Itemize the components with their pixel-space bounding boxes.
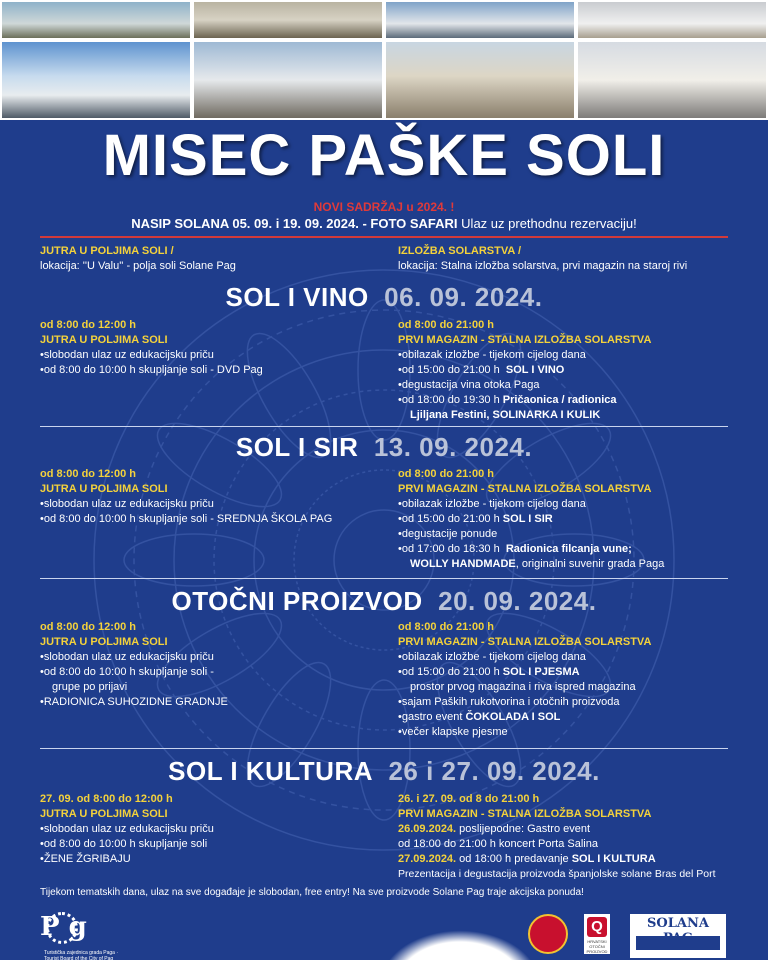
photo-safari-line: [0, 216, 768, 231]
day-name: SOL I SIR: [235, 432, 359, 462]
photo-raking-salt: [192, 40, 384, 120]
divider-red: [40, 236, 728, 238]
photo-stone-workshop: [384, 40, 576, 120]
day-heading-otocni-proizvod: [0, 586, 768, 617]
intro-right: [398, 244, 687, 274]
list-item: • od 17:00 do 18:30 h Radionica filcanja vune;: [398, 542, 664, 557]
list-item: • slobodan ulaz uz edukacijsku priču: [40, 822, 214, 837]
line: od 18:00 do 21:00 h koncert Porta Salina: [398, 838, 598, 850]
divider: [40, 426, 728, 427]
day-heading-sol-i-sir: [0, 432, 768, 463]
heading: JUTRA U POLJIMA SOLI: [40, 808, 168, 820]
solana-pag-logo: [628, 912, 728, 960]
protected-origin-seal-icon: [528, 914, 568, 954]
list-item: • RADIONICA SUHOZIDNE GRADNJE: [40, 695, 228, 710]
time: od 8:00 do 12:00 h: [40, 319, 136, 331]
list-item: • od 15:00 do 21:00 h SOL I VINO: [398, 363, 651, 378]
list-item: • od 8:00 do 10:00 h skupljanje soli -: [40, 665, 228, 680]
heading: JUTRA U POLJIMA SOLI: [40, 636, 168, 648]
salt-pile-image: [380, 930, 540, 960]
logo-caption: Turistička zajednica grada Paga · Tourist Board of the City of Pag: [44, 950, 119, 960]
day-name: OTOČNI PROIZVOD: [171, 586, 423, 616]
list-item: • slobodan ulaz uz edukacijsku priču: [40, 348, 263, 363]
list-item: • od 15:00 do 21:00 h SOL I SIR: [398, 512, 664, 527]
photo-collage: [0, 0, 768, 120]
list-item: • ŽENE ŽGRIBAJU: [40, 852, 214, 867]
day-heading-sol-i-kultura: [0, 756, 768, 787]
photo-tasting: [576, 40, 768, 120]
time: od 8:00 do 12:00 h: [40, 621, 136, 633]
solana-logo-bar: [636, 936, 720, 950]
photo-exhibition: [192, 0, 384, 40]
intro-left-location: lokacija: ''U Valu'' - polja soli Solane Pag: [40, 260, 236, 272]
island-product-mark: [584, 914, 610, 954]
divider: [40, 748, 728, 749]
day-name: SOL I VINO: [225, 282, 369, 312]
heading: PRVI MAGAZIN - STALNA IZLOŽBA SOLARSTVA: [398, 808, 652, 820]
day-name: SOL I KULTURA: [168, 756, 374, 786]
time: od 8:00 do 12:00 h: [40, 468, 136, 480]
list-item: • od 15:00 do 21:00 h SOL I PJESMA: [398, 665, 651, 680]
intro-left: [40, 244, 236, 274]
list-item: • sajam Paških rukotvorina i otočnih proizvoda: [398, 695, 651, 710]
heading: PRVI MAGAZIN - STALNA IZLOŽBA SOLARSTVA: [398, 483, 652, 495]
list-item: • gastro event ČOKOLADA I SOL: [398, 710, 651, 725]
list-item: • od 8:00 do 10:00 h skupljanje soli - SREDNJA ŠKOLA PAG: [40, 512, 332, 527]
day3-left: [40, 620, 228, 710]
day-date: 26 i 27. 09. 2024.: [388, 756, 600, 786]
list-item: • večer klapske pjesme: [398, 725, 651, 740]
tourist-board-logo: [40, 910, 160, 960]
day1-left: [40, 318, 263, 378]
time: od 8:00 do 21:00 h: [398, 319, 494, 331]
time: od 8:00 do 21:00 h: [398, 621, 494, 633]
day-heading-sol-i-vino: [0, 282, 768, 313]
day3-right: [398, 620, 651, 740]
list-item: • obilazak izložbe - tijekom cijelog dana: [398, 497, 664, 512]
list-item: • od 18:00 do 19:30 h Pričaonica / radionica: [398, 393, 651, 408]
photo-salt-fields: [0, 0, 192, 40]
line: Prezentacija i degustacija proizvoda španjolske solane Bras del Port: [398, 868, 716, 880]
list-item: • obilazak izložbe - tijekom cijelog dana: [398, 348, 651, 363]
list-item-continued: WOLLY HANDMADE, originalni suvenir grada Paga: [410, 558, 665, 570]
free-entry-note: Tijekom tematskih dana, ulaz na sve događaje je slobodan, free entry! Na sve proizvode Solane Pag traje akcijska ponuda!: [40, 887, 584, 898]
quality-mark-text: HRVATSKI OTOČNI PROIZVOD: [586, 939, 608, 954]
list-item: • slobodan ulaz uz edukacijsku priču: [40, 650, 228, 665]
divider: [40, 578, 728, 579]
photo-salt-harvest: [576, 0, 768, 40]
line: 27.09.2024. od 18:00 h predavanje SOL I KULTURA: [398, 853, 656, 865]
photo-workers-salt: [0, 40, 192, 120]
list-item-continued: Ljiljana Festini, SOLINARKA I KULIK: [410, 409, 601, 421]
heading: PRVI MAGAZIN - STALNA IZLOŽBA SOLARSTVA: [398, 334, 652, 346]
intro-right-head: IZLOŽBA SOLARSTVA /: [398, 245, 522, 257]
photo-salt-pans: [384, 0, 576, 40]
time: 26. i 27. 09. od 8 do 21:00 h: [398, 793, 540, 805]
day1-right: [398, 318, 651, 423]
list-item-continued: grupe po prijavi: [52, 681, 128, 693]
line: 26.09.2024. poslijepodne: Gastro event: [398, 823, 591, 835]
heading: PRVI MAGAZIN - STALNA IZLOŽBA SOLARSTVA: [398, 636, 652, 648]
time: od 8:00 do 21:00 h: [398, 468, 494, 480]
intro-left-head: JUTRA U POLJIMA SOLI /: [40, 245, 174, 257]
logo-letters: P g: [40, 912, 87, 942]
day4-left: [40, 792, 214, 867]
list-item: • slobodan ulaz uz edukacijsku priču: [40, 497, 332, 512]
heading: JUTRA U POLJIMA SOLI: [40, 334, 168, 346]
poster-title: MISEC PAŠKE SOLI: [102, 123, 666, 188]
day-date: 13. 09. 2024.: [373, 432, 533, 462]
list-item: • degustacija vina otoka Paga: [398, 378, 651, 393]
new-content-notice: NOVI SADRŽAJ u 2024. !: [313, 200, 455, 214]
heading: JUTRA U POLJIMA SOLI: [40, 483, 168, 495]
reservation-note: Ulaz uz prethodnu rezervaciju!: [461, 216, 637, 231]
day2-right: [398, 467, 664, 572]
list-item-continued: prostor prvog magazina i riva ispred magazina: [410, 681, 636, 693]
intro-right-location: lokacija: Stalna izložba solarstva, prvi magazin na staroj rivi: [398, 260, 688, 272]
day4-right: [398, 792, 716, 882]
day-date: 06. 09. 2024.: [384, 282, 543, 312]
day-date: 20. 09. 2024.: [438, 586, 597, 616]
list-item: • obilazak izložbe - tijekom cijelog dana: [398, 650, 651, 665]
list-item: • od 8:00 do 10:00 h skupljanje soli: [40, 837, 214, 852]
list-item: • od 8:00 do 10:00 h skupljanje soli - DVD Pag: [40, 363, 263, 378]
day2-left: [40, 467, 332, 527]
list-item: • degustacije ponude: [398, 527, 664, 542]
time: 27. 09. od 8:00 do 12:00 h: [40, 793, 173, 805]
photo-safari-dates: NASIP SOLANA 05. 09. i 19. 09. 2024. - FOTO SAFARI: [131, 216, 458, 231]
solana-logo-text: SOLANA: [647, 916, 709, 931]
quality-q-icon: Q: [587, 917, 607, 937]
